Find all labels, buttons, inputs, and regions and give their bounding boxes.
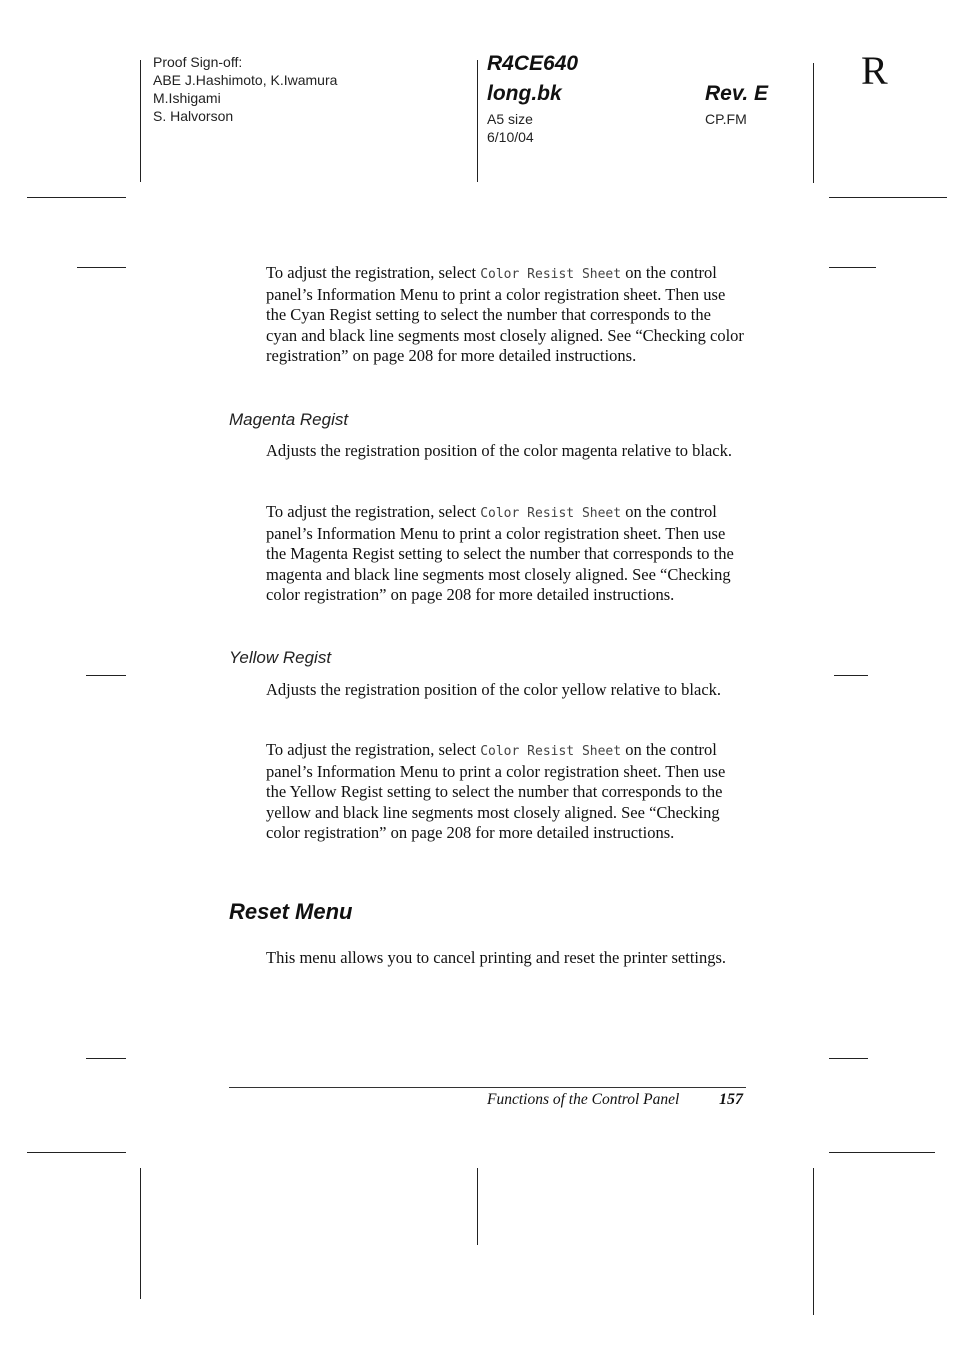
crop-mark (813, 63, 814, 183)
crop-mark (477, 60, 478, 182)
menu-item-code: Color Resist Sheet (480, 506, 622, 521)
doc-info (487, 49, 697, 146)
crop-mark (27, 1152, 126, 1153)
doc-date: 6/10/04 (487, 129, 534, 145)
yellow-description: Adjusts the registration position of the color yellow relative to black. (266, 680, 722, 699)
doc-size: A5 size (487, 111, 533, 127)
fm-file: CP.FM (705, 111, 747, 127)
revision: Rev. E (705, 82, 769, 105)
footer-section-title: Functions of the Control Panel (487, 1091, 680, 1108)
crop-mark (140, 60, 141, 182)
doc-file: long.bk (487, 82, 562, 105)
yellow-regist-heading: Yellow Regist (229, 648, 332, 667)
crop-mark (829, 1058, 868, 1059)
proof-signoff (153, 53, 473, 125)
crop-mark (829, 1152, 935, 1153)
crop-mark (86, 675, 126, 676)
proof-label: Proof Sign-off: (153, 54, 243, 70)
corner-letter: R (861, 48, 888, 93)
signer-line: S. Halvorson (153, 108, 234, 124)
cyan-instructions: To adjust the registration, select Color Resist Sheet on the control panel’s Information Menu to print a color registration sheet. Then use the Cyan Regist setting to select the number that corresponds to the cyan and black line segments most closely aligned. See “Checking color registration” on page 208 for more detailed instructions. (266, 263, 744, 365)
yellow-instructions: To adjust the registration, select Color Resist Sheet on the control panel’s Information Menu to print a color registration sheet. Then use the Yellow Regist setting to select the number that corresponds to the yellow and black line segments most closely aligned. See “Checking color registration” on page 208 for more detailed instructions. (266, 740, 726, 842)
menu-item-code: Color Resist Sheet (480, 267, 622, 282)
crop-mark (477, 1168, 478, 1245)
crop-mark (27, 197, 126, 198)
reset-menu-heading: Reset Menu (229, 899, 353, 924)
revision-info (705, 79, 805, 128)
signer-line: ABE J.Hashimoto, K.Iwamura (153, 72, 338, 88)
footer-rule (229, 1087, 746, 1088)
magenta-instructions: To adjust the registration, select Color Resist Sheet on the control panel’s Information Menu to print a color registration sheet. Then use the Magenta Regist setting to select the number that corresponds to the magenta and black line segments most closely aligned. See “Checking color registration” on page 208 for more detailed instructions. (266, 502, 734, 604)
crop-mark (77, 267, 126, 268)
magenta-description: Adjusts the registration position of the color magenta relative to black. (266, 441, 733, 460)
reset-description: This menu allows you to cancel printing and reset the printer settings. (266, 948, 727, 967)
crop-mark (86, 1058, 126, 1059)
page-number: 157 (719, 1091, 743, 1108)
crop-mark (829, 267, 876, 268)
crop-mark (834, 675, 868, 676)
magenta-regist-heading: Magenta Regist (229, 410, 349, 429)
crop-mark (140, 1168, 141, 1299)
doc-code: R4CE640 (487, 52, 579, 75)
crop-mark (829, 197, 947, 198)
signer-line: M.Ishigami (153, 90, 221, 106)
menu-item-code: Color Resist Sheet (480, 744, 622, 759)
crop-mark (813, 1168, 814, 1315)
